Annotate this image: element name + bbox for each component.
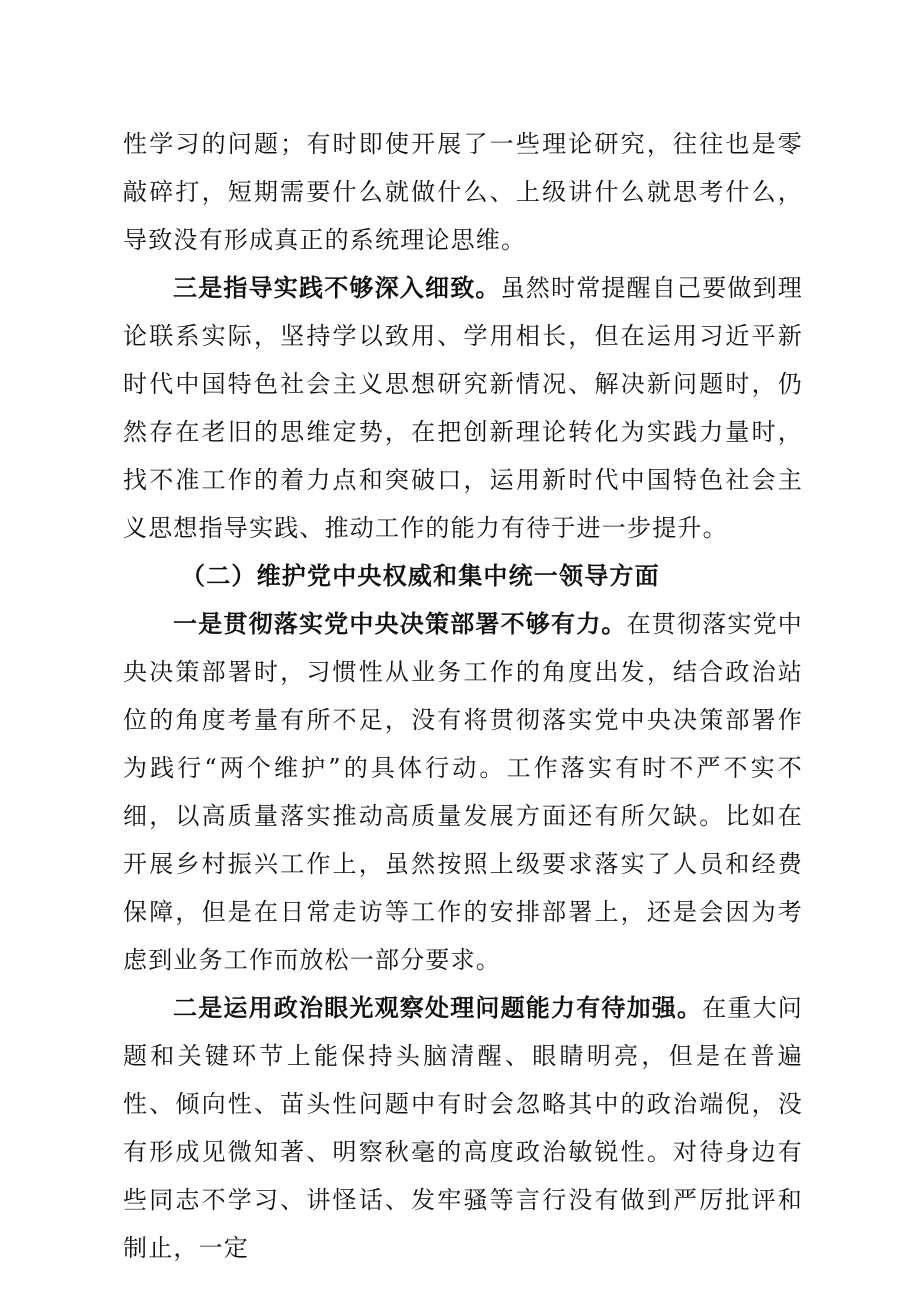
section-heading: （二）维护党中央权威和集中统一领导方面 (181, 561, 660, 590)
paragraph-political-vision (123, 984, 803, 1272)
paragraph-3-lead: 一是贯彻落实党中央决策部署不够有力。 (173, 609, 627, 638)
paragraph-implementation (123, 600, 803, 984)
paragraph-1-body: 性学习的问题；有时即使开展了一些理论研究，往往也是零敲碎打，短期需要什么就做什么、上级讲什么就思考什么，导致没有形成真正的系统理论思维。 (123, 130, 803, 254)
paragraph-2-lead: 三是指导实践不够深入细致。 (173, 273, 501, 302)
paragraph-2-body: 虽然时常提醒自己要做到理论联系实际，坚持学以致用、学用相长，但在运用习近平新时代中国特色社会主义思想研究新情况、解决新问题时，仍然存在老旧的思维定势，在把创新理论转化为实践力量时，找不准工作的着力点和突破口，运用新时代中国特色社会主义思想指导实践、推动工作的能力有待于进一步提升。 (123, 274, 804, 542)
paragraph-4-lead: 二是运用政治眼光观察处理问题能力有待加强。 (173, 993, 703, 1022)
paragraph-4-body: 在重大问题和关键环节上能保持头脑清醒、眼睛明亮，但是在普遍性、倾向性、苗头性问题中有时会忽略其中的政治端倪，没有形成见微知著、明察秋毫的高度政治敏锐性。对待身边有些同志不学习、讲怪话、发牢骚等言行没有做到严厉批评和制止，一定 (123, 994, 804, 1262)
paragraph-continued (123, 120, 803, 264)
paragraph-3-body: 在贯彻落实党中央决策部署时，习惯性从业务工作的角度出发，结合政治站位的角度考量有所不足，没有将贯彻落实党中央决策部署作为践行“两个维护”的具体行动。工作落实有时不严不实不细，以高质量落实推动高质量发展方面还有所欠缺。比如在开展乡村振兴工作上，虽然按照上级要求落实了人员和经费保障，但是在日常走访等工作的安排部署上，还是会因为考虑到业务工作而放松一部分要求。 (123, 610, 804, 974)
document-page (123, 120, 803, 1272)
paragraph-guiding-practice (123, 264, 803, 552)
